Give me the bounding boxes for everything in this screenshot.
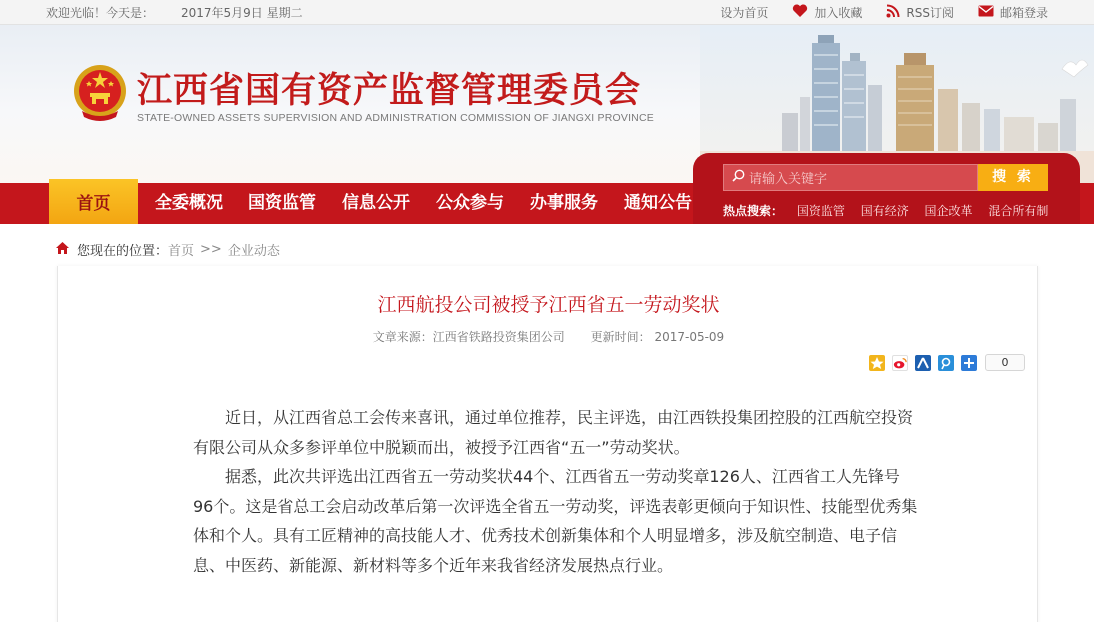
search-placeholder: 请输入关键字 [749, 172, 828, 187]
date-text: 2017年5月9日 星期二 [181, 6, 303, 20]
add-favorite-link[interactable] [792, 4, 862, 21]
article-meta [58, 328, 1039, 345]
rss-icon [886, 4, 900, 21]
site-subtitle: STATE-OWNED ASSETS SUPERVISION AND ADMINISTRATION COMMISSION OF JIANGXI PROVINCE [137, 112, 654, 124]
add-favorite-label: 加入收藏 [814, 6, 863, 20]
top-links [720, 4, 1048, 21]
article-paragraph: 据悉，此次共评选出江西省五一劳动奖状44个、江西省五一劳动奖章126人、江西省工人先锋号96个。这是省总工会启动改革后第一次评选全省五一劳动奖，评选表彰更倾向于知识性、技能型优秀集体和个人。具有工匠精神的高技能人才、优秀技术创新集体和个人明显增多，涉及航空制造、电子信息、中医药、新能源、新材料等多个近年来我省经济发展热点行业。 [193, 467, 918, 575]
nav-info-disclosure[interactable]: 信息公开 [342, 193, 410, 213]
nav-overview[interactable]: 全委概况 [155, 193, 223, 213]
nav-public-participation[interactable]: 公众参与 [436, 193, 504, 213]
weibo-share-icon[interactable] [892, 355, 908, 371]
hot-word[interactable]: 国资监管 [796, 204, 845, 218]
search-button[interactable]: 搜 索 [978, 164, 1048, 191]
breadcrumb [55, 240, 280, 259]
hot-word[interactable]: 国企改革 [924, 204, 973, 218]
hot-search [723, 202, 1060, 219]
hot-word[interactable]: 混合所有制 [988, 204, 1049, 218]
article-title: 江西航投公司被授予江西省五一劳动奖状 [377, 294, 720, 316]
nav-notices[interactable]: 通知公告 [624, 193, 692, 213]
set-homepage-link[interactable] [720, 4, 768, 21]
search-input[interactable] [723, 164, 978, 191]
share-bar [862, 354, 1025, 371]
article-body [193, 403, 918, 580]
breadcrumb-category-link[interactable]: 企业动态 [227, 244, 280, 259]
search-panel [693, 153, 1080, 224]
article-source: 文章来源：江西省铁路投资集团公司 [372, 330, 565, 344]
national-emblem-icon [72, 63, 128, 123]
article-panel [57, 266, 1038, 622]
rss-link[interactable] [886, 4, 954, 21]
breadcrumb-label: 您现在的位置： [77, 244, 169, 259]
breadcrumb-home-link[interactable]: 首页 [168, 244, 195, 259]
nav-supervision[interactable]: 国资监管 [248, 193, 316, 213]
nav-home[interactable]: 首页 [49, 179, 138, 224]
breadcrumb-separator: >> [200, 242, 222, 257]
more-share-icon[interactable] [961, 355, 977, 371]
mail-icon [978, 5, 994, 20]
home-icon [55, 241, 70, 259]
qzone-share-icon[interactable] [869, 355, 885, 371]
heart-icon [792, 4, 808, 21]
hot-word[interactable]: 国有经济 [860, 204, 909, 218]
hot-search-label: 热点搜索： [723, 204, 784, 218]
set-homepage-label: 设为首页 [720, 6, 769, 20]
share-count: 0 [985, 354, 1025, 371]
top-strip [0, 0, 1094, 25]
article-updated: 更新时间： 2017-05-09 [590, 330, 725, 344]
mail-login-link[interactable] [978, 4, 1048, 21]
site-title: 江西省国有资产监督管理委员会 [137, 70, 642, 111]
welcome-text: 欢迎光临！今天是： [46, 6, 155, 20]
article-paragraph: 近日，从江西省总工会传来喜讯，通过单位推荐，民主评选，由江西铁投集团控股的江西航空投资有限公司从众多参评单位中脱颖而出，被授予江西省“五一”劳动奖状。 [193, 408, 914, 457]
tencent-share-icon[interactable] [938, 355, 954, 371]
mail-login-label: 邮箱登录 [999, 6, 1048, 20]
renren-share-icon[interactable] [915, 355, 931, 371]
search-icon [732, 169, 745, 186]
nav-services[interactable]: 办事服务 [530, 193, 598, 213]
rss-label: RSS订阅 [906, 6, 954, 20]
